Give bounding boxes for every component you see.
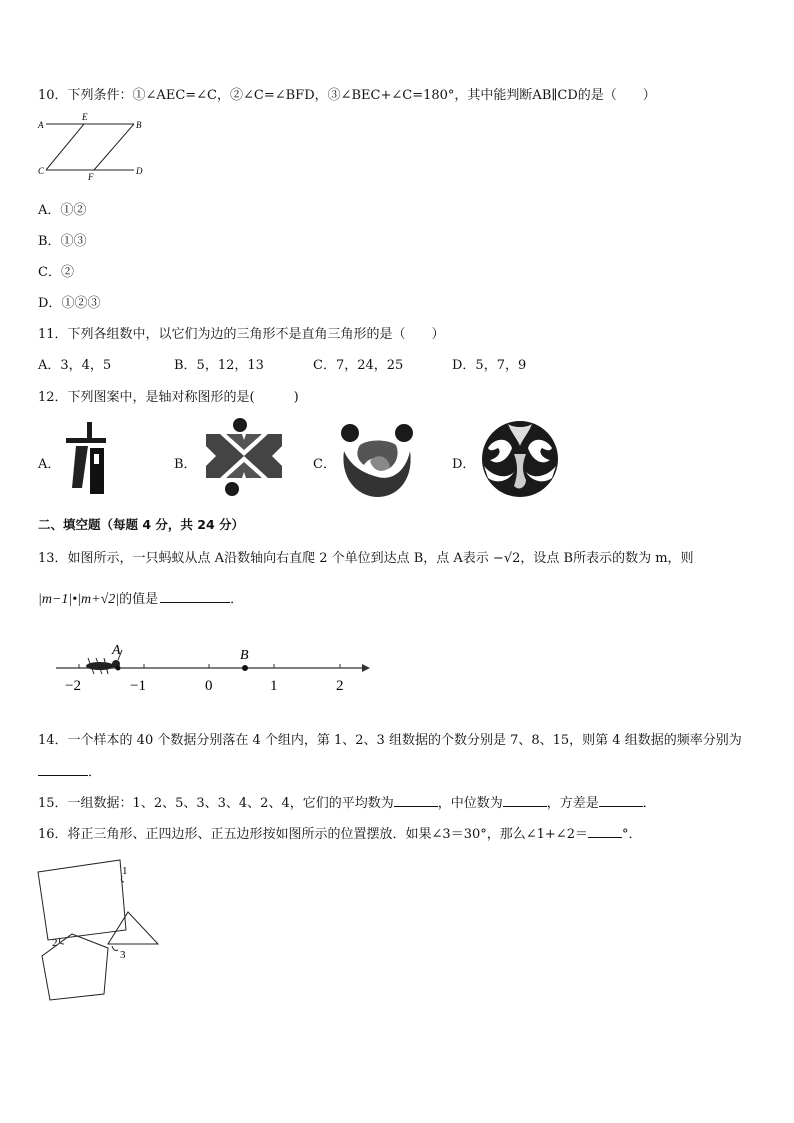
- q10-option-b: B．①③: [38, 234, 87, 249]
- angle-3-label: 3: [120, 949, 126, 961]
- q10-option-a: A．①②: [38, 203, 87, 218]
- question-15: 15．一组数据：1、2、5、3、3、4、2、4，它们的平均数为 ，中位数为 ，方差是 ．: [38, 796, 656, 811]
- q10-option-d: D．①②③: [38, 296, 101, 311]
- q11-option-b: B．5，12，13: [174, 358, 264, 373]
- tick-0: 0: [205, 678, 213, 694]
- question-12-stem: 12．下列图案中，是轴对称图形的是( ): [38, 390, 299, 405]
- q14-answer-blank[interactable]: [38, 764, 88, 776]
- question-13-line1: 13．如图所示，一只蚂蚁从点 A沿数轴向右直爬 2 个单位到达点 B，点 A表示 −√2，设点 B所表示的数为 m，则: [38, 551, 694, 566]
- question-16: 16．将正三角形、正四边形、正五边形按如图所示的位置摆放．如果∠3＝30°，那么∠1+∠2＝ °．: [38, 827, 642, 842]
- angle-1-label: 1: [122, 865, 128, 877]
- q11-option-d: D．5，7，9: [452, 358, 527, 373]
- question-14-line1: 14．一个样本的 40 个数据分别落在 4 个组内，第 1、2、3 组数据的个数分别是 7、8、15，则第 4 组数据的频率分别为: [38, 733, 742, 748]
- q15-median-blank[interactable]: [503, 795, 547, 807]
- q15-variance-blank[interactable]: [599, 795, 643, 807]
- label-E: E: [82, 112, 88, 122]
- q12-option-c-label: C．: [313, 457, 336, 472]
- q12-option-d-label: D．: [452, 457, 476, 472]
- question-10-stem: 10．下列条件：①∠AEC=∠C，②∠C=∠BFD，③∠BEC+∠C=180°，其中能判断AB∥CD的是（ ）: [38, 88, 656, 103]
- point-A-dot: [116, 666, 121, 671]
- question-11-stem: 11．下列各组数中，以它们为边的三角形不是直角三角形的是（ ）: [38, 327, 445, 342]
- angle-2-label: 2: [52, 937, 58, 949]
- q12-option-a-label: A．: [38, 457, 61, 472]
- q12-pattern-c: [340, 421, 414, 497]
- point-B-dot: [242, 665, 248, 671]
- number-line-figure: [56, 644, 376, 692]
- q11-option-c: C．7，24，25: [313, 358, 404, 373]
- tick-neg2: −2: [65, 678, 81, 694]
- polygons-figure: [36, 858, 166, 1008]
- q12-pattern-a: [66, 422, 112, 494]
- q16-answer-blank[interactable]: [588, 826, 622, 838]
- q12-pattern-d: [478, 420, 562, 498]
- label-B: B: [136, 120, 142, 130]
- section-2-title: 二、填空题（每题 4 分，共 24 分）: [38, 517, 245, 532]
- label-C: C: [38, 166, 45, 176]
- q13-answer-blank[interactable]: [160, 591, 230, 603]
- point-A-label: A: [112, 643, 121, 658]
- parallelogram-figure: [36, 112, 156, 182]
- question-14-line2: ．: [38, 761, 101, 780]
- q13-expression: |m−1|•|m+√2|: [38, 592, 120, 607]
- q11-option-a: A．3，4，5: [38, 358, 112, 373]
- label-F: F: [88, 172, 94, 182]
- tick-2: 2: [336, 678, 344, 694]
- tick-neg1: −1: [130, 678, 146, 694]
- label-D: D: [136, 166, 143, 176]
- q12-option-b-label: B．: [174, 457, 197, 472]
- tick-1: 1: [270, 678, 278, 694]
- q10-option-c: C．②: [38, 265, 74, 280]
- question-13-line2: |m−1|•|m+√2|的值是 ．: [38, 592, 244, 607]
- point-B-label: B: [240, 648, 249, 663]
- q12-pattern-b: [206, 418, 282, 498]
- q15-mean-blank[interactable]: [394, 795, 438, 807]
- label-A: A: [38, 120, 44, 130]
